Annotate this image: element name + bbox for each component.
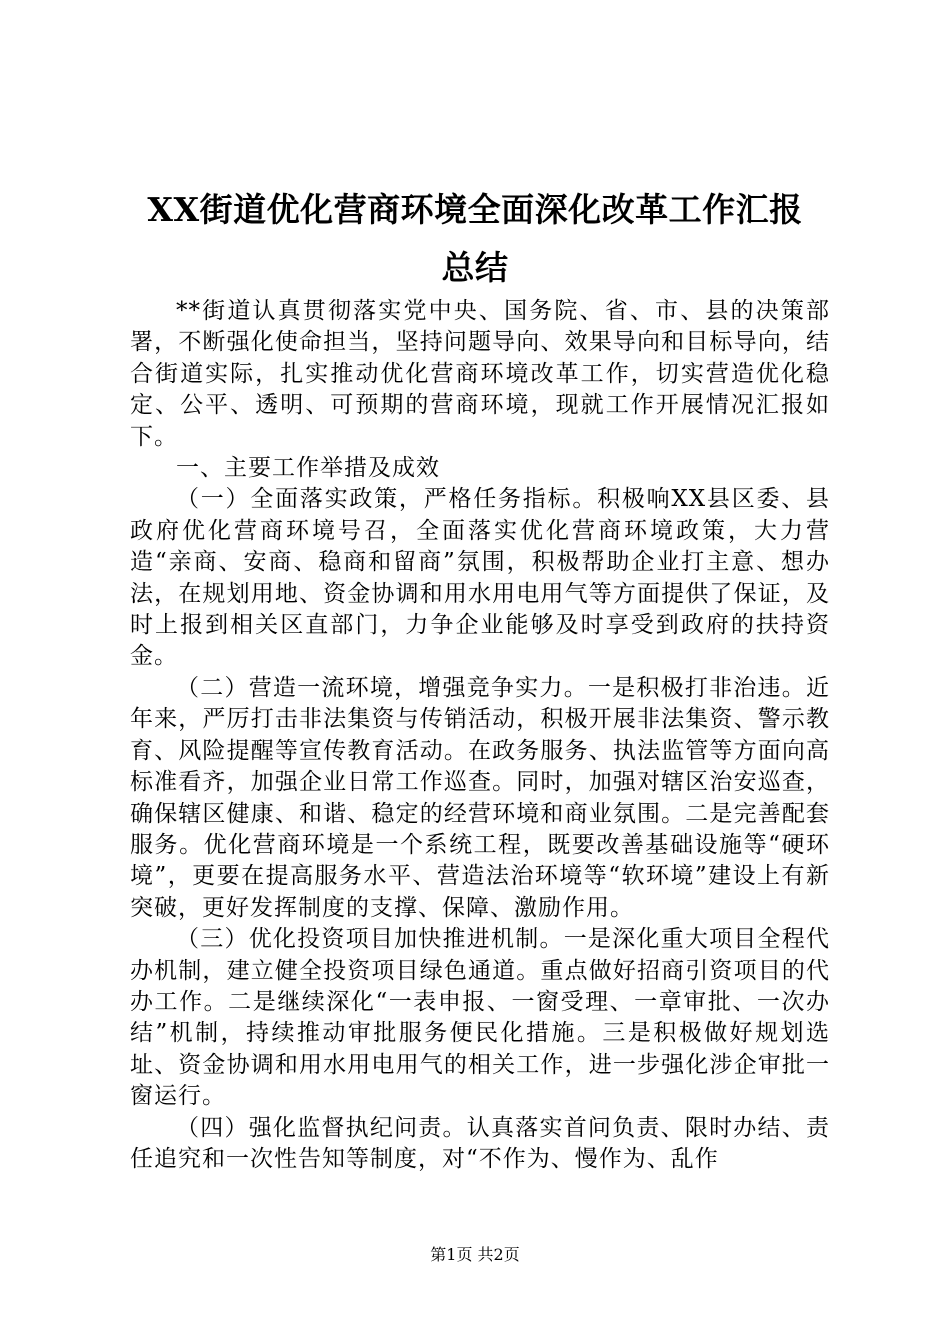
document-body <box>130 296 830 1175</box>
paragraph-section-2: （二）营造一流环境，增强竞争实力。一是积极打非治违。近年来，严厉打击非法集资与传销活动，积极开展非法集资、警示教育、风险提醒等宣传教育活动。在政务服务、执法监管等方面向高标准看齐，加强企业日常工作巡查。同时，加强对辖区治安巡查，确保辖区健康、和谐、稳定的经营环境和商业氛围。二是完善配套服务。优化营商环境是一个系统工程，既要改善基础设施等“硬环境”，更要在提高服务水平、营造法治环境等“软环境”建设上有新突破，更好发挥制度的支撑、保障、激励作用。 <box>130 674 830 921</box>
paragraph-section-3: （三）优化投资项目加快推进机制。一是深化重大项目全程代办机制，建立健全投资项目绿色通道。重点做好招商引资项目的代办工作。二是继续深化“一表申报、一窗受理、一章审批、一次办结”机制，持续推动审批服务便民化措施。三是积极做好规划选址、资金协调和用水用电用气的相关工作，进一步强化涉企审批一窗运行。 <box>130 926 830 1110</box>
paragraph-section-4: （四）强化监督执纪问责。认真落实首问负责、限时办结、责任追究和一次性告知等制度，对“不作为、慢作为、乱作 <box>130 1114 830 1172</box>
page-number-footer: 第1页 共2页 <box>430 1245 520 1264</box>
document-title-line-1: XX街道优化营商环境全面深化改革工作汇报 <box>147 190 803 229</box>
document-title-line-2: 总结 <box>441 248 509 287</box>
paragraph-intro: **街道认真贯彻落实党中央、国务院、省、市、县的决策部署，不断强化使命担当，坚持问题导向、效果导向和目标导向，结合街道实际，扎实推动优化营商环境改革工作，切实营造优化稳定、公平、透明、可预期的营商环境，现就工作开展情况汇报如下。 <box>130 298 830 450</box>
section-heading: 一、主要工作举措及成效 <box>176 455 440 482</box>
paragraph-section-1: （一）全面落实政策，严格任务指标。积极响XX县区委、县政府优化营商环境号召，全面落实优化营商环境政策，大力营造“亲商、安商、稳商和留商”氛围，积极帮助企业打主意、想办法，在规划用地、资金协调和用水用电用气等方面提供了保证，及时上报到相关区直部门，力争企业能够及时享受到政府的扶持资金。 <box>130 486 830 670</box>
